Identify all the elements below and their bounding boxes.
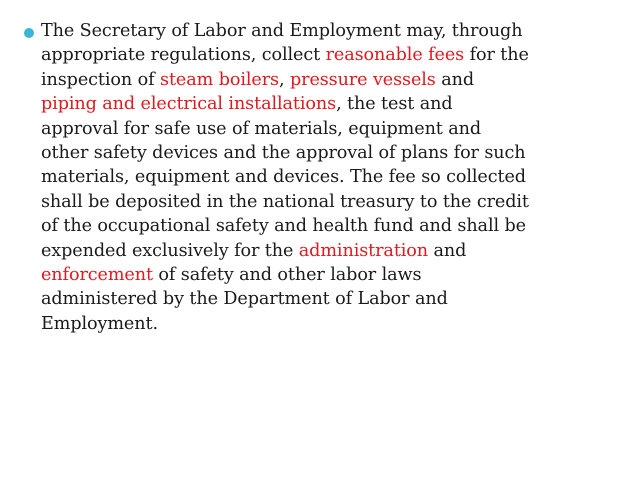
text-line — [41, 190, 621, 214]
text-segment: of the occupational safety and health fund and shall be — [41, 216, 526, 237]
text-segment: of safety and other labor laws — [152, 265, 422, 286]
text-segment: other safety devices and the approval of plans for such — [41, 143, 526, 164]
text-line — [41, 43, 621, 67]
text-segment: The Secretary of Labor and Employment may, through — [41, 21, 523, 41]
text-segment: , — [278, 69, 290, 90]
highlighted-term: administration — [298, 240, 429, 261]
text-line — [41, 214, 621, 238]
text-line — [41, 165, 621, 189]
highlighted-term: steam boilers — [160, 69, 279, 90]
paragraph-lines — [41, 19, 621, 336]
text-segment: appropriate regulations, collect — [41, 45, 326, 66]
text-line — [41, 263, 621, 287]
text-line — [41, 117, 621, 141]
text-segment: , the test and — [336, 94, 453, 115]
text-segment: approval for safe use of materials, equipment and — [41, 118, 482, 139]
text-segment: Employment. — [41, 313, 158, 334]
text-segment: administered by the Department of Labor and — [41, 289, 448, 310]
text-line — [41, 312, 621, 336]
text-segment: shall be deposited in the national treasury to the credit — [41, 191, 529, 212]
bullet-icon — [24, 28, 34, 38]
highlighted-term: piping and electrical installations — [41, 94, 337, 115]
highlighted-term: pressure vessels — [289, 69, 436, 90]
text-line — [41, 68, 621, 92]
text-line — [41, 92, 621, 116]
text-line — [41, 141, 621, 165]
text-segment: and — [435, 69, 475, 90]
bullet-paragraph — [41, 19, 621, 336]
highlighted-term: enforcement — [41, 265, 153, 286]
text-line — [41, 287, 621, 311]
text-line — [41, 239, 621, 263]
text-segment: for the — [464, 45, 529, 66]
highlighted-term: reasonable fees — [325, 45, 465, 66]
text-segment: inspection of — [41, 69, 161, 90]
text-segment: and — [428, 240, 467, 261]
text-segment: expended exclusively for the — [41, 240, 299, 261]
text-segment: materials, equipment and devices. The fee so collected — [41, 167, 526, 188]
text-line — [41, 19, 621, 43]
